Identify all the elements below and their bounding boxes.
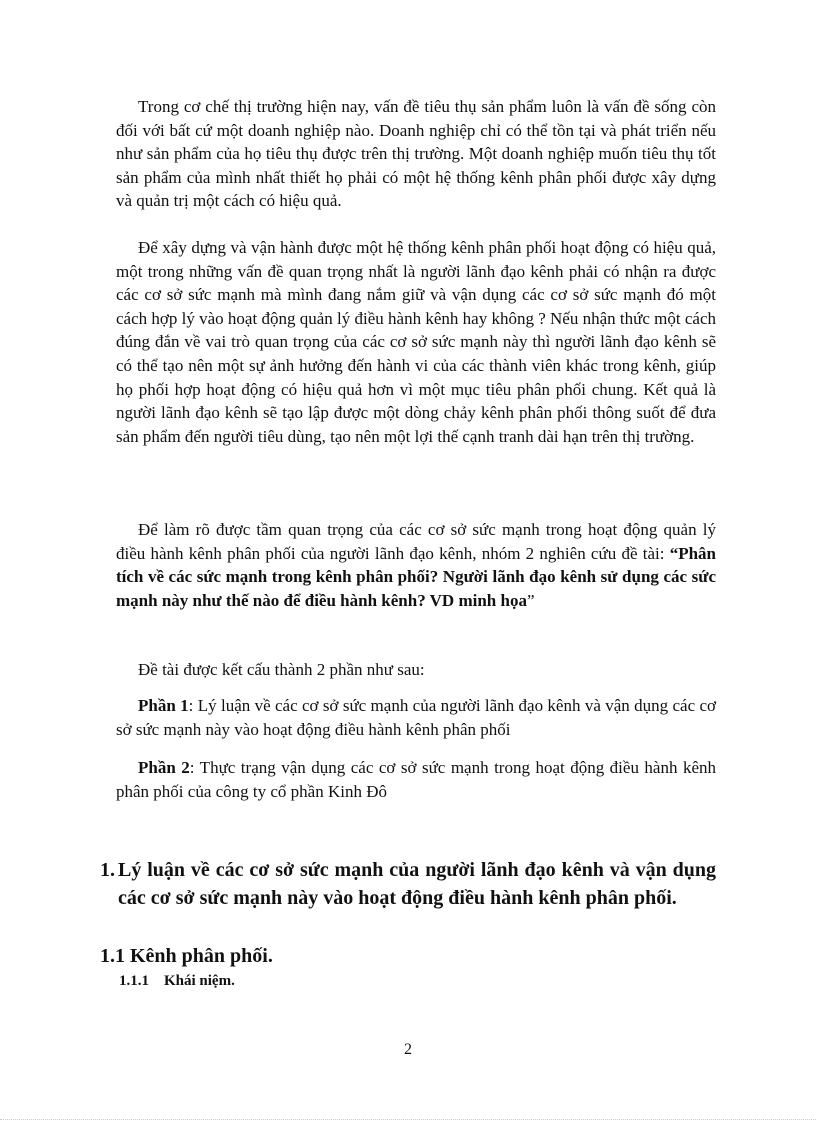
structure-intro-paragraph — [116, 658, 716, 682]
part-1-description: : Lý luận về các cơ sở sức mạnh của người lãnh đạo kênh và vận dụng các cơ sở sức mạnh này vào hoạt động điều hành kênh phân phối — [116, 696, 717, 739]
section-title: Lý luận về các cơ sở sức mạnh của người lãnh đạo kênh và vận dụng các cơ sở sức mạnh này vào hoạt động điều hành kênh phân phối. — [118, 859, 716, 909]
topic-title: “Phân tích về các sức mạnh trong kênh phân phối? Người lãnh đạo kênh sử dụng các sức mạnh này như thế nào để điều hành kênh? VD minh họa — [116, 543, 716, 610]
topic-intro-text: Để làm rõ được tầm quan trọng của các cơ sở sức mạnh trong hoạt động quản lý điều hành kênh phân phối của người lãnh đạo kênh, nhóm 2 nghiên cứu đề tài: — [116, 520, 716, 563]
section-heading-1 — [100, 856, 716, 912]
part-1-label: Phần 1 — [138, 696, 189, 715]
section-heading-1-1: 1.1 Kênh phân phối. — [100, 945, 273, 967]
subsection-number: 1.1.1 — [119, 973, 149, 989]
page-number: 2 — [404, 1041, 412, 1058]
paragraph-text — [116, 756, 716, 803]
section-heading-1-1-1 — [119, 970, 235, 992]
paragraph-text: Trong cơ chế thị trường hiện nay, vấn đề tiêu thụ sản phẩm luôn là vấn đề sống còn đối với bất cứ một doanh nghiệp nào. Doanh nghiệp chỉ có thể tồn tại và phát triển nếu như sản phẩm của họ tiêu thụ được trên thị trường. Một doanh nghiệp muốn tiêu thụ tốt sản phẩm của mình nhất thiết họ phải có một hệ thống kênh phân phối được xây dựng và quản trị một cách có hiệu quả. — [116, 97, 716, 211]
part-2-paragraph — [116, 756, 716, 803]
part-2-description: : Thực trạng vận dụng các cơ sở sức mạnh trong hoạt động điều hành kênh phân phối của công ty cổ phần Kinh Đô — [116, 758, 716, 801]
subsection-title: Khái niệm. — [164, 973, 235, 989]
section-number: 1. — [100, 859, 115, 881]
part-2-label: Phần 2 — [138, 758, 190, 777]
paragraph-text — [116, 518, 716, 612]
topic-closing-quote: ” — [526, 590, 535, 610]
paragraph-text — [116, 694, 716, 741]
paragraph-text: Đề tài được kết cấu thành 2 phần như sau: — [138, 660, 425, 679]
research-topic-paragraph — [116, 518, 716, 612]
intro-paragraph-2 — [116, 236, 716, 448]
intro-paragraph-1 — [116, 95, 716, 213]
paragraph-text: Để xây dựng và vận hành được một hệ thống kênh phân phối hoạt động có hiệu quả, một trong những vấn đề quan trọng nhất là người lãnh đạo kênh phải có nhận ra được các cơ sở sức mạnh mà mình đang nắm giữ và vận dụng các cơ sở sức mạnh đó một cách hợp lý vào hoạt động quản lý điều hành kênh hay không ? Nếu nhận thức một cách đúng đắn về vai trò quan trọng của các cơ sở sức mạnh này thì người lãnh đạo kênh sẽ có thể tạo nên một sự ảnh hưởng đến hành vi của các thành viên khác trong kênh, giúp họ phối hợp hoạt động có hiệu quả hơn vì một mục tiêu phân phối chung. Kết quả là người lãnh đạo kênh sẽ tạo lập được một dòng chảy kênh phân phối thông suốt để đưa sản phẩm đến người tiêu dùng, tạo nên một lợi thế cạnh tranh dài hạn trên thị trường. — [116, 238, 716, 446]
page-break-divider — [0, 1119, 816, 1120]
part-1-paragraph — [116, 694, 716, 741]
